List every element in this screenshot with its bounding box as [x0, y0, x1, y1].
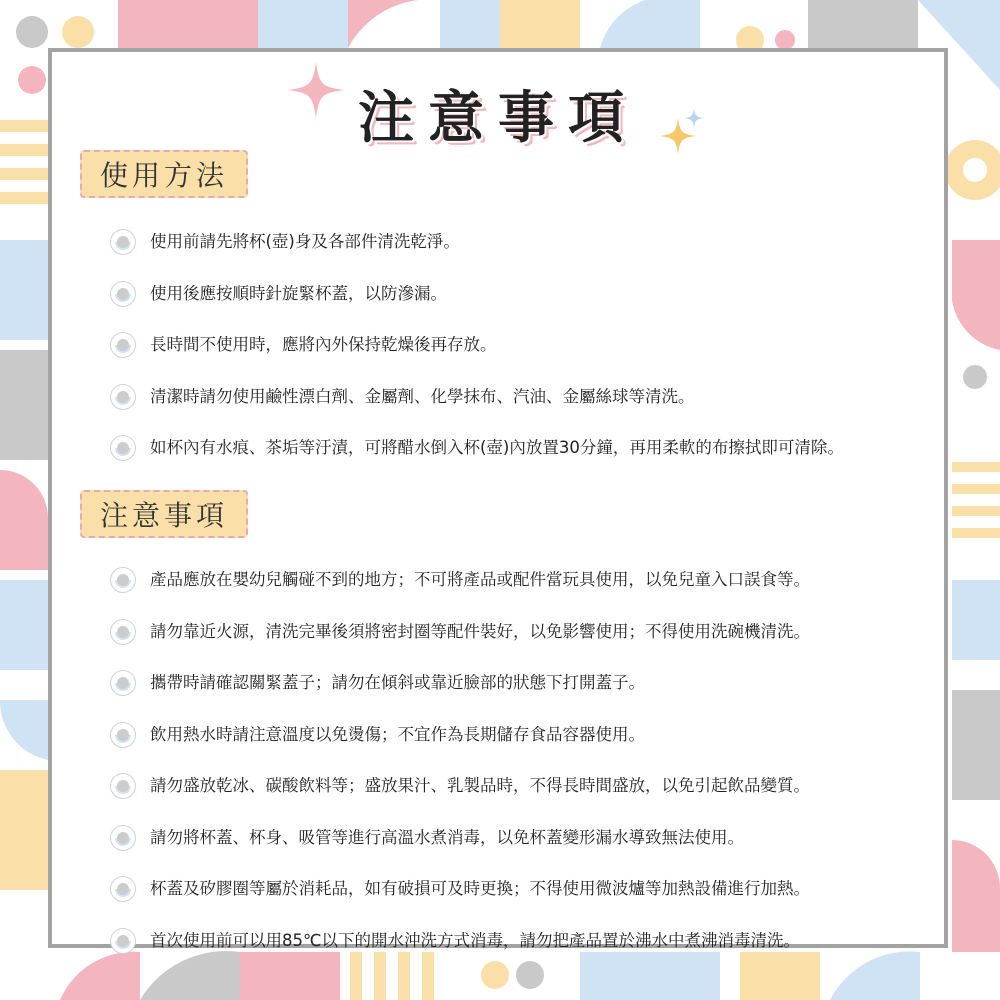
list-item-text: 使用後應按順時針旋緊杯蓋，以防滲漏。 [150, 283, 447, 303]
bullet-icon [110, 722, 136, 748]
list-item-text: 飲用熱水時請注意溫度以免燙傷；不宜作為長期儲存食品容器使用。 [150, 724, 645, 744]
list-item [52, 824, 944, 876]
bullet-icon [110, 435, 136, 461]
section-label-usage: 使用方法 [80, 150, 248, 198]
list-item-text: 請勿盛放乾冰、碳酸飲料等；盛放果汁、乳製品時，不得長時間盛放，以免引起飲品變質。 [150, 776, 810, 795]
list-item-text: 產品應放在嬰幼兒觸碰不到的地方；不可將產品或配件當玩具使用，以免兒童入口誤食等。 [150, 570, 810, 589]
bullet-icon [110, 825, 136, 851]
list-item-text: 攜帶時請確認關緊蓋子；請勿在傾斜或靠近臉部的狀態下打開蓋子。 [150, 673, 645, 692]
list-item-text: 如杯內有水痕、茶垢等汙漬，可將醋水倒入杯(壺)內放置30分鐘，再用柔軟的布擦拭即可清除。 [150, 438, 844, 457]
bullet-icon [110, 229, 136, 255]
list-item [52, 228, 944, 280]
notes-list [52, 566, 944, 978]
list-item-text: 清潔時請勿使用鹼性漂白劑、金屬劑、化學抹布、汽油、金屬絲球等清洗。 [150, 386, 695, 406]
list-item [52, 383, 944, 435]
list-item [52, 566, 944, 618]
list-item-text: 使用前請先將杯(壺)身及各部件清洗乾淨。 [150, 232, 460, 251]
bullet-icon [110, 384, 136, 410]
section-label-notes: 注意事項 [80, 490, 248, 538]
list-item [52, 721, 944, 773]
bullet-icon [110, 773, 136, 799]
page-title: 注意事項 [358, 86, 638, 151]
list-item-text: 杯蓋及矽膠圈等屬於消耗品，如有破損可及時更換；不得使用微波爐等加熱設備進行加熱。 [150, 879, 810, 898]
bullet-icon [110, 619, 136, 645]
bullet-icon [110, 876, 136, 902]
usage-list [52, 228, 944, 486]
list-item-text: 首次使用前可以用85℃以下的開水沖洗方式消毒，請勿把產品置於沸水中煮沸消毒清洗。 [150, 930, 801, 950]
notice-panel [48, 48, 948, 948]
list-item-text: 請勿靠近火源，清洗完畢後須將密封圈等配件裝好，以免影響使用；不得使用洗碗機清洗。 [150, 621, 810, 641]
list-item [52, 875, 944, 927]
bullet-icon [110, 332, 136, 358]
list-item [52, 618, 944, 670]
list-item [52, 434, 944, 486]
list-item [52, 331, 944, 383]
bullet-icon [110, 670, 136, 696]
list-item [52, 280, 944, 332]
list-item-text: 長時間不使用時，應將內外保持乾燥後再存放。 [150, 335, 497, 354]
list-item [52, 772, 944, 824]
bullet-icon [110, 281, 136, 307]
bullet-icon [110, 567, 136, 593]
bullet-icon [110, 928, 136, 954]
list-item-text: 請勿將杯蓋、杯身、吸管等進行高溫水煮消毒，以免杯蓋變形漏水導致無法使用。 [150, 827, 744, 847]
list-item [52, 927, 944, 979]
list-item [52, 669, 944, 721]
